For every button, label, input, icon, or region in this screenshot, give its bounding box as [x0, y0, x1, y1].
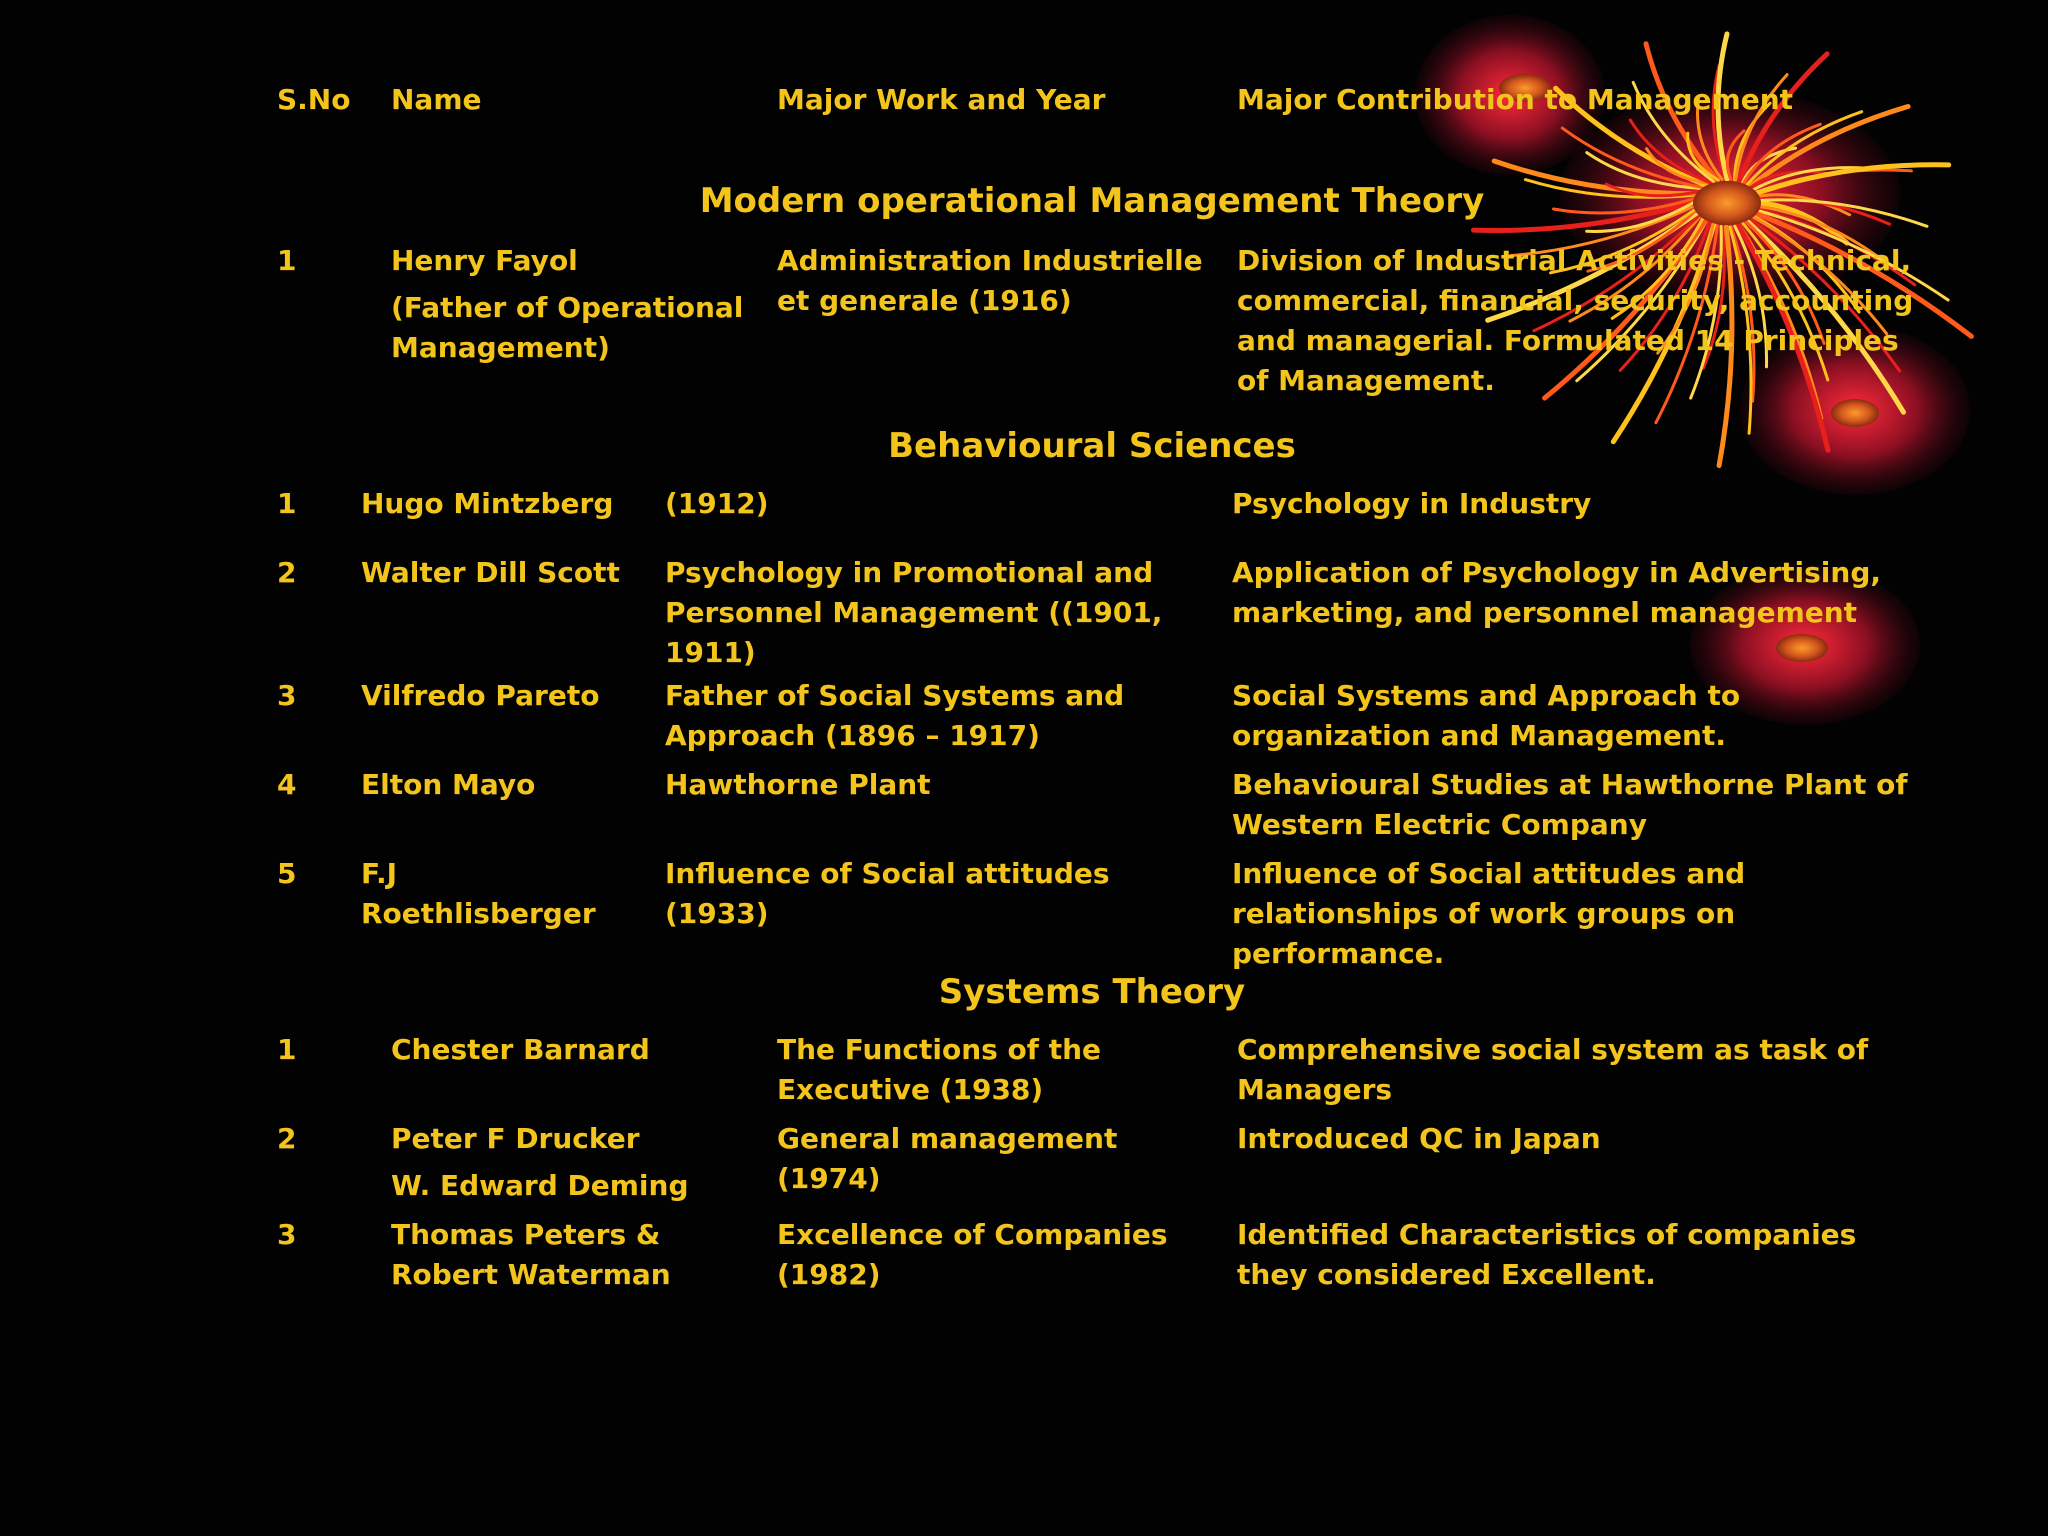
section-title-systems: Systems Theory	[938, 972, 1246, 1012]
row-work: Influence of Social attitudes	[665, 857, 1110, 890]
row-contribution: Psychology in Industry	[1232, 487, 1592, 520]
row-sno: 3	[277, 1218, 297, 1251]
row-work: The Functions of the	[777, 1033, 1102, 1066]
row-work: Excellence of Companies	[777, 1218, 1168, 1251]
row-sno: 2	[277, 556, 297, 589]
row-contribution: relationships of work groups on	[1232, 897, 1736, 930]
row-contribution: Identified Characteristics of companies	[1237, 1218, 1857, 1251]
row-sno: 2	[277, 1122, 297, 1155]
row-work: (1982)	[777, 1258, 881, 1291]
row-contribution: they considered Excellent.	[1237, 1258, 1656, 1291]
row-work: General management	[777, 1122, 1118, 1155]
row-name: Vilfredo Pareto	[361, 679, 600, 712]
row-contribution: Managers	[1237, 1073, 1393, 1106]
row-sno: 5	[277, 857, 297, 890]
row-contribution: Western Electric Company	[1232, 808, 1647, 841]
row-name: Chester Barnard	[391, 1033, 650, 1066]
row-work: Administration Industrielle	[777, 244, 1203, 277]
row-name: Thomas Peters &	[391, 1218, 661, 1251]
row-name: Hugo Mintzberg	[361, 487, 614, 520]
row-name: Robert Waterman	[391, 1258, 671, 1291]
row-contribution: Introduced QC in Japan	[1237, 1122, 1601, 1155]
row-sno: 1	[277, 487, 297, 520]
row-contribution: Influence of Social attitudes and	[1232, 857, 1746, 890]
row-work: (1912)	[665, 487, 769, 520]
row-contribution: Division of Industrial Activities - Technical,	[1237, 244, 1912, 277]
header-work: Major Work and Year	[777, 83, 1106, 116]
row-contribution: and managerial. Formulated 14 Principles	[1237, 324, 1899, 357]
decor-core-small	[1831, 399, 1879, 427]
row-name: W. Edward Deming	[391, 1169, 689, 1202]
row-work: Personnel Management ((1901,	[665, 596, 1163, 629]
row-sno: 3	[277, 679, 297, 712]
header-contribution: Major Contribution to Management	[1237, 83, 1794, 116]
section-title-modern: Modern operational Management Theory	[699, 181, 1485, 221]
header-name: Name	[391, 83, 482, 116]
row-work: (1933)	[665, 897, 769, 930]
row-name: Elton Mayo	[361, 768, 536, 801]
row-contribution: Application of Psychology in Advertising,	[1232, 556, 1882, 589]
section-title-behavioural: Behavioural Sciences	[888, 426, 1296, 466]
decor-core-lower	[1776, 634, 1828, 662]
row-sno: 4	[277, 768, 297, 801]
row-name: Peter F Drucker	[391, 1122, 640, 1155]
row-contribution: organization and Management.	[1232, 719, 1726, 752]
row-work: et generale (1916)	[777, 284, 1072, 317]
row-contribution: performance.	[1232, 937, 1445, 970]
row-name: Roethlisberger	[361, 897, 596, 930]
row-contribution: commercial, financial, security, accounting	[1237, 284, 1914, 317]
row-work: Executive (1938)	[777, 1073, 1044, 1106]
row-work: Hawthorne Plant	[665, 768, 931, 801]
row-name: (Father of Operational	[391, 291, 744, 324]
row-work: 1911)	[665, 636, 756, 669]
row-contribution: Social Systems and Approach to	[1232, 679, 1741, 712]
row-work: (1974)	[777, 1162, 881, 1195]
row-sno: 1	[277, 1033, 297, 1066]
decor-core	[1693, 181, 1761, 225]
row-name: F.J	[361, 857, 398, 890]
row-contribution: marketing, and personnel management	[1232, 596, 1858, 629]
row-work: Father of Social Systems and	[665, 679, 1125, 712]
row-name: Walter Dill Scott	[361, 556, 620, 589]
row-work: Psychology in Promotional and	[665, 556, 1154, 589]
row-contribution: Comprehensive social system as task of	[1237, 1033, 1869, 1066]
row-sno: 1	[277, 244, 297, 277]
row-name: Management)	[391, 331, 610, 364]
row-contribution: Behavioural Studies at Hawthorne Plant of	[1232, 768, 1908, 801]
row-contribution: of Management.	[1237, 364, 1495, 397]
row-work: Approach (1896 – 1917)	[665, 719, 1040, 752]
row-name: Henry Fayol	[391, 244, 578, 277]
header-sno: S.No	[277, 83, 351, 116]
